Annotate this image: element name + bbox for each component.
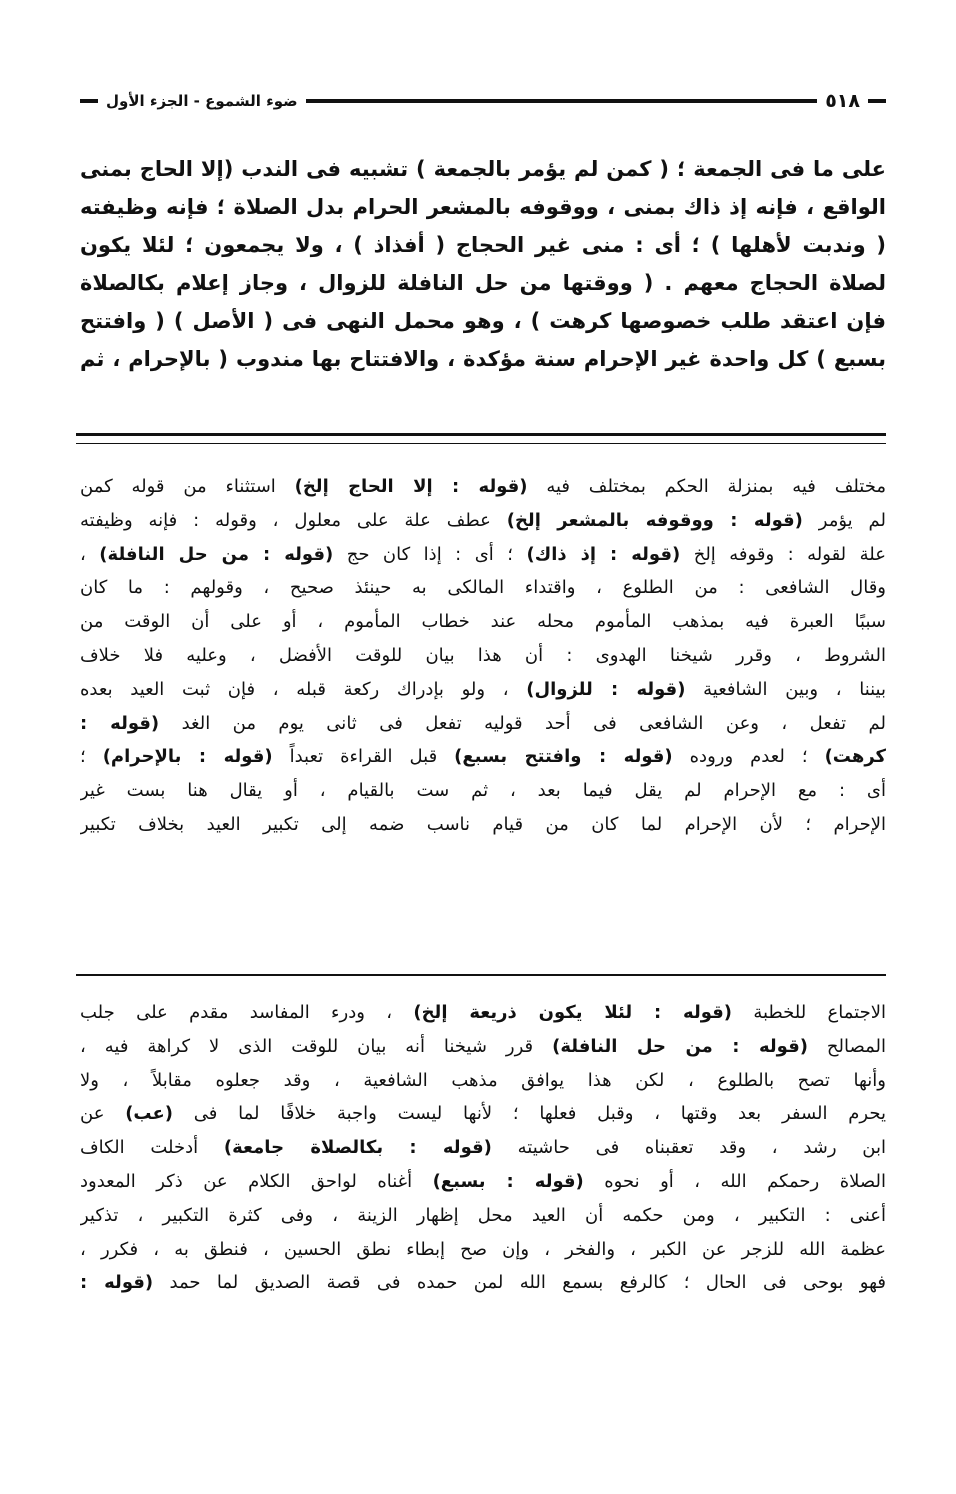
footnote-text: مختلف فيه بمنزلة الحكم بمختلف فيه [527,476,886,497]
footnote-line [80,571,886,605]
footnote-line [80,504,886,538]
footnote-line [80,639,886,673]
footnote-text: أدخلت الكاف [80,1137,224,1159]
footnotes-part-2 [80,996,886,1300]
main-text-line: بسبع ) كل واحدة غير الإحرام سنة مؤكدة ، والافتتاح بها مندوب ( بالإحرام ، ثم [80,347,886,371]
footnote-text: الاجتماع للخطبة [732,1002,886,1023]
quoted-lemma: (قوله : للزوال) [526,678,686,700]
footnote-line [80,740,886,774]
footnote-separator [76,974,886,976]
main-text-line: على ما فى الجمعة ؛ ( كمن لم يؤمر بالجمعة ) تشبيه فى الندب (إلا الحاج بمنى [80,157,886,181]
footnote-line [80,996,886,1030]
footnote-text: أعنى : التكبير ، ومن حكمه أن العيد محل إظهار الزينة ، وفى كثرة التكبير ، تذكير [80,1204,886,1226]
quoted-lemma: (قوله : بكالصلاة جامعة) [223,1137,492,1159]
quoted-lemma: (قوله : [80,712,160,734]
footnote-text: لم يؤمر [802,509,886,531]
footnote-text: عظمة الله للزجر عن الكبر ، والفخر ، وإن صح إبطاء نطق الحسين ، فنطق به ، فكرر ، [80,1238,886,1260]
footnote-text: لم تفعل ، وعن الشافعى فى أحد قوليه تفعل فى ثانى يوم من الغد [159,712,886,734]
footnote-text: سببًا العبرة فيه بمذهب المأموم محله عند خطاب المأموم ، أو على أن الوقت من [80,611,886,633]
quoted-lemma: كرهت) [824,746,886,768]
footnote-text: ابن رشد ، وقد تعقبناه فى حاشيته [491,1137,886,1159]
footnotes-part-1 [80,470,886,842]
quoted-lemma: (قوله : إذ ذاك) [526,543,681,565]
footnote-text: بيننا ، وبين الشافعية [685,678,886,700]
footnote-line [80,774,886,808]
footnote-line [80,605,886,639]
footnote-text: ، ولو بإدراك ركعة قبله ، فإن ثبت العيد بعده [80,678,527,700]
header-dash [80,99,98,103]
footnote-line [80,707,886,741]
footnote-line [80,1131,886,1165]
main-text-line: لصلاة الحجاج معهم . ( ووقتها من حل النافلة للزوال ، وجاز إعلام بكالصلاة [80,271,886,295]
footnote-text: قرر شيخنا أنه بيان للوقت الذى لا كراهة فيه ، [80,1035,553,1057]
footnote-text: الصلاة رحمكم الله ، أو نحوه [583,1170,886,1192]
footnote-text: ؛ لعدم وروده [672,746,825,768]
running-title: ضوء الشموع - الجزء الأول [106,92,298,110]
quoted-lemma: (قوله : بالإحرام) [102,746,273,768]
footnote-text: قبل القراءة تعبداً [272,746,455,768]
footnote-text: أغناه لواحق الكلام عن ذكر المعدود [80,1170,433,1192]
footnote-line [80,1064,886,1098]
footnote-text: عطف علة على معلول ، وقوله : فإنه وظيفته [80,509,507,531]
footnote-line [80,808,886,842]
footnote-line [80,470,886,504]
double-rule-top [76,433,886,436]
quoted-lemma: (قوله : بسبع) [432,1170,584,1192]
running-header [80,88,886,114]
double-rule-bottom [76,443,886,444]
footnote-line [80,1199,886,1233]
footnote-text: وقال الشافعى : من الطلوع ، واقتداء المالكى به حينئذ صحيح ، وقولهم : ما كان [80,577,886,599]
footnote-line [80,1097,886,1131]
footnote-line [80,1030,886,1064]
footnote-text: ، [80,543,100,565]
footnote-text: ، ودرء المفاسد مقدم على جلب [80,1002,414,1023]
quoted-lemma: (قوله : من حل النافلة) [99,543,334,565]
footnote-text: ؛ أى : إذا كان حج [333,543,527,565]
main-text [80,150,886,378]
header-rule [306,99,818,103]
quoted-lemma: (قوله : ووقوفه بالمشعر إلخ) [506,509,803,531]
footnote-text: استثناء من قوله كمن [80,476,295,497]
footnote-text: المصالح [807,1035,886,1057]
footnote-line [80,673,886,707]
footnote-text: ؛ [80,746,103,768]
footnote-text: يحرم السفر بعد وقتها ، وقبل فعلها ؛ لأنها ليست واجبة خلافًا لما فى [173,1103,886,1125]
footnote-text: الشروط ، وقرر شيخنا الهدوى : أن هذا بيان للوقت الأفضل ، وعليه فلا خلاف [80,644,886,666]
quoted-lemma: (قوله : وافتتح بسبع) [454,746,673,768]
main-text-line: ( وندبت لأهلها ) ؛ أى : منى غير الحجاج ( أفذاذ ) ، ولا يجمعون ؛ لئلا يكون [80,233,886,257]
quoted-lemma: (قوله : لئلا يكون ذريعة إلخ) [413,1002,733,1023]
footnote-line [80,1266,886,1300]
footnote-text: أى : مع الإحرام لم يقل فيما بعد ، ثم ست بالقيام ، أو يقال هنا بست غير [80,780,886,802]
header-dash [868,99,886,103]
footnote-text: وأنها تصح بالطلوع ، لكن هذا يوافق مذهب الشافعية ، وقد جعلوه مقابلاً ، ولا [80,1069,886,1091]
footnote-line [80,1233,886,1267]
quoted-lemma: (قوله : إلا الحاج إلخ) [294,476,528,497]
footnote-text: فهو بوحى فى الحال ؛ كالرفع بسمع الله لمن حمده فى قصة الصديق لما حمد [153,1272,886,1294]
page-number: ٥١٨ [825,90,860,112]
quoted-lemma: (عب) [125,1103,174,1125]
footnote-text: عن [80,1103,126,1125]
footnote-line [80,1165,886,1199]
footnote-text: الإحرام ؛ لأن الإحرام لما كان من قيام ناسب ضمه إلى تكبير العيد بخلاف تكبير [80,813,886,835]
main-text-line: الواقع ، فإنه إذ ذاك بمنى ، ووقوفه بالمشعر الحرام بدل الصلاة ؛ فإنه وظيفته [80,195,886,219]
footnote-line [80,538,886,572]
main-text-line: فإن اعتقد طلب خصوصها كرهت ) ، وهو محمل النهى فى ( الأصل ) ( وافتتح [80,309,886,333]
quoted-lemma: (قوله : [80,1272,154,1294]
footnote-text: علة لقوله : وقوفه إلخ [680,543,886,565]
quoted-lemma: (قوله : من حل النافلة) [552,1035,808,1057]
